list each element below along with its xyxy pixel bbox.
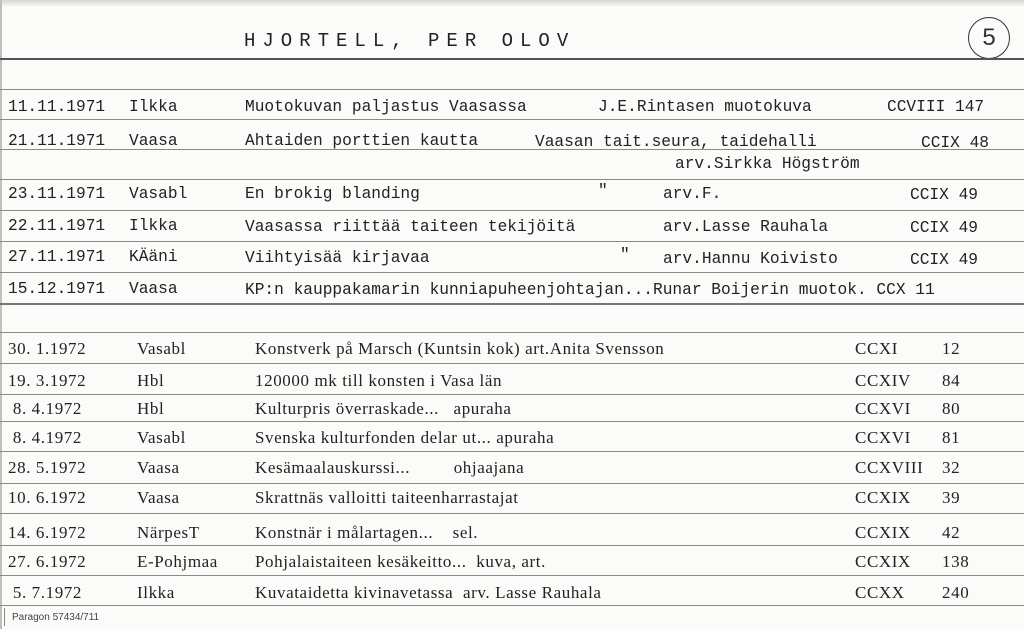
entry-note: Vaasan tait.seura, taidehalli: [535, 133, 817, 151]
entry-date: 22.11.1971: [8, 217, 106, 235]
entry-page: 39: [942, 488, 961, 507]
row-rule: [0, 575, 1024, 576]
entry-date: 23.11.1971: [8, 185, 106, 203]
entry-title: Vaasassa riittää taiteen tekijöitä: [245, 218, 576, 236]
ditto-mark: ": [598, 182, 608, 200]
row-rule: [0, 89, 1024, 90]
entry-source: Ilkka: [137, 583, 175, 602]
entry-title: Svenska kulturfonden delar ut... apuraha: [255, 428, 555, 447]
scan-left-edge: [0, 0, 2, 629]
entry-title: Kulturpris överraskade... apuraha: [255, 399, 512, 418]
entry-note: arv.F.: [663, 185, 722, 203]
entry-date: 28. 5.1972: [8, 458, 87, 477]
row-rule: [0, 483, 1024, 484]
entry-ref: CCIX 48: [921, 134, 989, 152]
entry-date: 8. 4.1972: [8, 428, 82, 447]
row-rule: [0, 119, 1024, 120]
entry-title: Ahtaiden porttien kautta: [245, 132, 479, 150]
row-rule: [0, 179, 1024, 180]
entry-source: Hbl: [137, 371, 165, 390]
entry-note-continued: arv.Sirkka Högström: [675, 155, 860, 173]
entry-ref: CCIX 49: [910, 219, 978, 237]
entry-volume: CCXVI: [855, 428, 911, 447]
entry-date: 21.11.1971: [8, 132, 106, 150]
entry-source: Vaasa: [129, 280, 178, 298]
entry-date: 11.11.1971: [8, 98, 106, 116]
entry-title: Muotokuvan paljastus Vaasassa: [245, 98, 527, 116]
printer-mark: Paragon 57434/711: [12, 612, 100, 623]
entry-source: Vaasa: [129, 132, 178, 150]
entry-title: KP:n kauppakamarin kunniapuheenjohtajan...Runar Boijerin muotok. CCX 11: [245, 281, 935, 299]
entry-source: KÄäni: [129, 248, 178, 266]
entry-page: 12: [942, 339, 961, 358]
entry-note: arv.Lasse Rauhala: [663, 218, 829, 236]
entry-title: 120000 mk till konsten i Vasa län: [255, 371, 503, 390]
entry-title: Pohjalaistaiteen kesäkeitto... kuva, art.: [255, 552, 546, 571]
entry-date: 14. 6.1972: [8, 523, 87, 542]
row-rule: [0, 394, 1024, 395]
entry-ref: CCIX 49: [910, 251, 978, 269]
entry-date: 27. 6.1972: [8, 552, 87, 571]
entry-volume: CCXIX: [855, 552, 911, 571]
entry-page: 240: [942, 583, 970, 602]
entry-title: Kuvataidetta kivinavetassa arv. Lasse Rauhala: [255, 583, 602, 602]
entry-source: Ilkka: [129, 98, 178, 116]
entry-page: 32: [942, 458, 961, 477]
entry-ref: CCVIII 147: [887, 98, 985, 116]
entry-title: Konstnär i målartagen... sel.: [255, 523, 479, 542]
entry-date: 10. 6.1972: [8, 488, 87, 507]
entry-volume: CCXX: [855, 583, 905, 602]
entry-title: Viihtyisää kirjavaa: [245, 249, 430, 267]
row-rule: [0, 605, 1024, 606]
entry-date: 5. 7.1972: [8, 583, 82, 602]
person-name-heading: HJORTELL, PER OLOV: [244, 30, 576, 52]
entry-date: 30. 1.1972: [8, 339, 87, 358]
entry-date: 27.11.1971: [8, 248, 106, 266]
entry-volume: CCXIX: [855, 523, 911, 542]
entry-page: 42: [942, 523, 961, 542]
entry-volume: CCXVIII: [855, 458, 924, 477]
entry-page: 84: [942, 371, 961, 390]
row-rule: [0, 303, 1024, 305]
row-rule: [0, 421, 1024, 422]
entry-page: 138: [942, 552, 970, 571]
entry-title: Konstverk på Marsch (Kuntsin kok) art.Anita Svensson: [255, 339, 665, 358]
footer-mark-bar: [4, 608, 5, 626]
entry-source: Hbl: [137, 399, 165, 418]
row-rule: [0, 332, 1024, 333]
entry-note: arv.Hannu Koivisto: [663, 250, 838, 268]
entry-source: Vaasa: [137, 488, 180, 507]
ditto-mark: ": [620, 246, 630, 264]
entry-source: Vaasa: [137, 458, 180, 477]
row-rule: [0, 210, 1024, 211]
entry-page: 80: [942, 399, 961, 418]
entry-source: Ilkka: [129, 217, 178, 235]
entry-date: 15.12.1971: [8, 280, 106, 298]
entry-title: Skrattnäs valloitti taiteenharrastajat: [255, 488, 519, 507]
row-rule: [0, 241, 1024, 242]
entry-page: 81: [942, 428, 961, 447]
entry-source: Vasabl: [137, 428, 186, 447]
entry-volume: CCXVI: [855, 399, 911, 418]
page-number-circle: 5: [968, 17, 1010, 59]
entry-ref: CCIX 49: [910, 186, 978, 204]
row-rule: [0, 363, 1024, 364]
row-rule: [0, 545, 1024, 546]
entry-volume: CCXI: [855, 339, 899, 358]
scan-top-edge: [0, 0, 1024, 6]
header-rule: [0, 58, 1024, 60]
entry-source: Vasabl: [137, 339, 186, 358]
entry-source: E-Pohjmaa: [137, 552, 218, 571]
entry-source: Vasabl: [129, 185, 188, 203]
entry-note: J.E.Rintasen muotokuva: [598, 98, 812, 116]
entry-date: 8. 4.1972: [8, 399, 82, 418]
row-rule: [0, 451, 1024, 452]
entry-source: NärpesT: [137, 523, 200, 542]
row-rule: [0, 513, 1024, 514]
row-rule: [0, 272, 1024, 273]
entry-date: 19. 3.1972: [8, 371, 87, 390]
entry-volume: CCXIX: [855, 488, 911, 507]
entry-volume: CCXIV: [855, 371, 911, 390]
entry-title: En brokig blanding: [245, 185, 420, 203]
entry-title: Kesämaalauskurssi... ohjaajana: [255, 458, 525, 477]
